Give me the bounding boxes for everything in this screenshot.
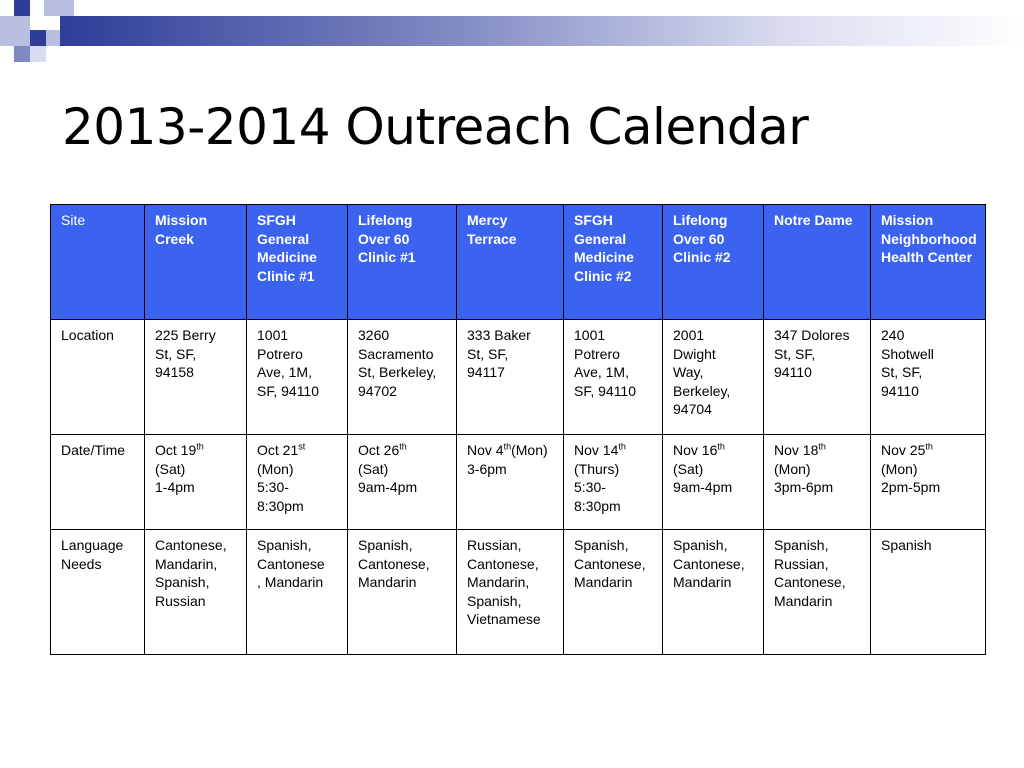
language-line: Spanish, [574,537,629,553]
time-line: 9am-4pm [673,479,733,495]
date-suffix: th [618,441,626,452]
language-line: Cantonese, [358,555,430,572]
location-line: SF, 94110 [257,382,320,399]
location-cell [457,320,564,435]
location-line: Way, [673,364,704,380]
location-line: 2001 [673,327,705,343]
time-line: 9am-4pm [358,479,418,495]
date-time-cell [764,435,871,530]
decor-square-6 [46,30,60,46]
location-line: 240 [881,327,905,343]
language-line: Mandarin [774,592,833,609]
time-line: (Mon) [257,460,294,477]
location-line: 94117 [467,364,505,380]
location-cell [348,320,457,435]
location-line: Sacramento [358,345,434,362]
date-day: Oct 26 [358,442,400,458]
language-line: Mandarin [673,574,732,590]
date-line [257,441,339,460]
language-line: Spanish, [673,537,728,553]
row-label-site: Site [51,205,145,320]
table-row-date-time [51,435,986,530]
date-line [673,441,755,460]
row-label-language [51,530,145,655]
date-day: Nov 18 [774,442,819,458]
language-label-text: Language Needs [61,537,124,572]
language-line: Spanish, [358,537,413,553]
page-title: 2013-2014 Outreach Calendar [62,98,809,156]
date-suffix: th [818,441,826,452]
language-line: Russian [155,592,206,609]
table-row-site [51,205,986,320]
location-line: Ave, 1M, [257,364,312,380]
time-line: (Mon) [881,460,918,477]
location-line: Potrero [257,345,303,362]
location-line: 94158 [155,364,194,380]
date-day: Oct 21 [257,442,299,458]
location-line: St, SF, [155,345,197,362]
language-line: Spanish, [155,574,210,590]
date-day: Nov 14 [574,442,619,458]
site-name-cell: Lifelong Over 60 Clinic #1 [348,205,457,320]
date-day: Oct 19 [155,442,197,458]
date-day: Nov 4 [467,442,504,458]
location-line: 94704 [673,401,712,417]
date-suffix: th [399,441,407,452]
outreach-calendar-table [50,204,986,655]
table-row-language [51,530,986,655]
location-line: 347 Dolores [774,327,850,343]
location-cell [564,320,663,435]
language-line: Spanish, [257,537,312,553]
date-suffix: th [925,441,933,452]
site-name-cell: Notre Dame [764,205,871,320]
language-line: Vietnamese [467,611,541,627]
decor-square-1 [14,0,30,16]
time-line: (Sat) [673,460,704,477]
language-cell [348,530,457,655]
date-line [881,441,977,460]
time-line: (Mon) [774,460,811,477]
location-cell [247,320,348,435]
date-time-cell [457,435,564,530]
language-cell [764,530,871,655]
location-line: 1001 [257,327,289,343]
language-line: Mandarin, [155,555,218,572]
time-line: 3pm-6pm [774,479,834,495]
decor-square-3 [0,16,30,46]
time-line: 8:30pm [574,497,621,514]
location-line: 3260 [358,327,390,343]
location-line: Ave, 1M, [574,364,629,380]
site-name-cell: Mission Creek [145,205,247,320]
language-line: Russian, [774,555,829,572]
location-line: Berkeley, [673,382,731,399]
location-line: 333 Baker [467,327,531,343]
date-line [774,441,862,460]
time-line: (Sat) [155,460,186,477]
site-name-cell: Lifelong Over 60 Clinic #2 [663,205,764,320]
row-label-date-time: Date/Time [51,435,145,530]
location-line: Potrero [574,345,620,362]
language-line: Spanish, [774,537,829,553]
location-cell [764,320,871,435]
language-line: Spanish, [467,592,522,609]
location-line: St, SF, [467,345,509,362]
date-suffix: th [196,441,204,452]
date-time-cell [564,435,663,530]
date-line [574,441,654,460]
decor-square-5 [30,30,46,46]
site-name-cell: SFGH General Medicine Clinic #2 [564,205,663,320]
language-line: Mandarin [358,574,417,590]
language-line: Spanish [881,537,932,553]
time-line: 1-4pm [155,479,195,495]
date-weekday: (Mon) [511,442,548,458]
language-line: Cantonese, [673,555,745,572]
decor-square-7 [14,46,30,62]
time-line: (Sat) [358,460,389,477]
location-line: 1001 [574,327,606,343]
time-line: 5:30- [257,479,289,495]
language-line: Cantonese, [467,555,539,572]
site-name-cell: Mission Neighborhood Health Center [871,205,986,320]
location-line: St, Berkeley, [358,364,437,380]
header-gradient-band [60,16,1024,46]
language-cell [457,530,564,655]
location-line: SF, 94110 [574,382,637,399]
date-suffix: st [298,441,306,452]
location-line: Dwight [673,345,716,362]
date-suffix: th [503,441,512,452]
time-line: 2pm-5pm [881,479,941,495]
time-line: (Thurs) [574,460,620,477]
time-line: 3-6pm [467,460,507,477]
date-line [358,441,448,460]
location-line: Shotwell [881,345,934,362]
date-time-cell [871,435,986,530]
date-time-cell [348,435,457,530]
location-line: 94110 [774,364,812,380]
site-name-cell: Mercy Terrace [457,205,564,320]
location-line: 225 Berry [155,327,216,343]
location-line: 94702 [358,382,397,399]
location-line: 94110 [881,382,919,399]
language-cell [145,530,247,655]
location-cell [663,320,764,435]
language-line: Cantonese [257,555,325,572]
language-cell [663,530,764,655]
decor-square-2 [44,0,74,16]
language-line: Russian, [467,537,522,553]
date-day: Nov 16 [673,442,718,458]
date-line [155,441,238,460]
language-line: Mandarin [574,574,633,590]
date-time-cell [247,435,348,530]
language-line: Cantonese, [574,555,646,572]
decor-square-8 [30,46,46,62]
location-line: St, SF, [881,364,923,380]
location-cell [145,320,247,435]
language-line: , Mandarin [257,574,324,590]
language-cell [564,530,663,655]
row-label-location: Location [51,320,145,435]
language-cell [247,530,348,655]
date-time-cell [663,435,764,530]
table-row-location [51,320,986,435]
date-time-cell [145,435,247,530]
location-cell [871,320,986,435]
date-line [467,441,555,460]
language-line: Cantonese, [774,574,846,590]
language-line: Mandarin, [467,574,530,590]
site-name-cell: SFGH General Medicine Clinic #1 [247,205,348,320]
time-line: 5:30- [574,479,606,495]
location-line: St, SF, [774,345,816,362]
date-suffix: th [717,441,725,452]
date-day: Nov 25 [881,442,926,458]
language-line: Cantonese, [155,537,227,553]
time-line: 8:30pm [257,497,304,514]
language-cell [871,530,986,655]
